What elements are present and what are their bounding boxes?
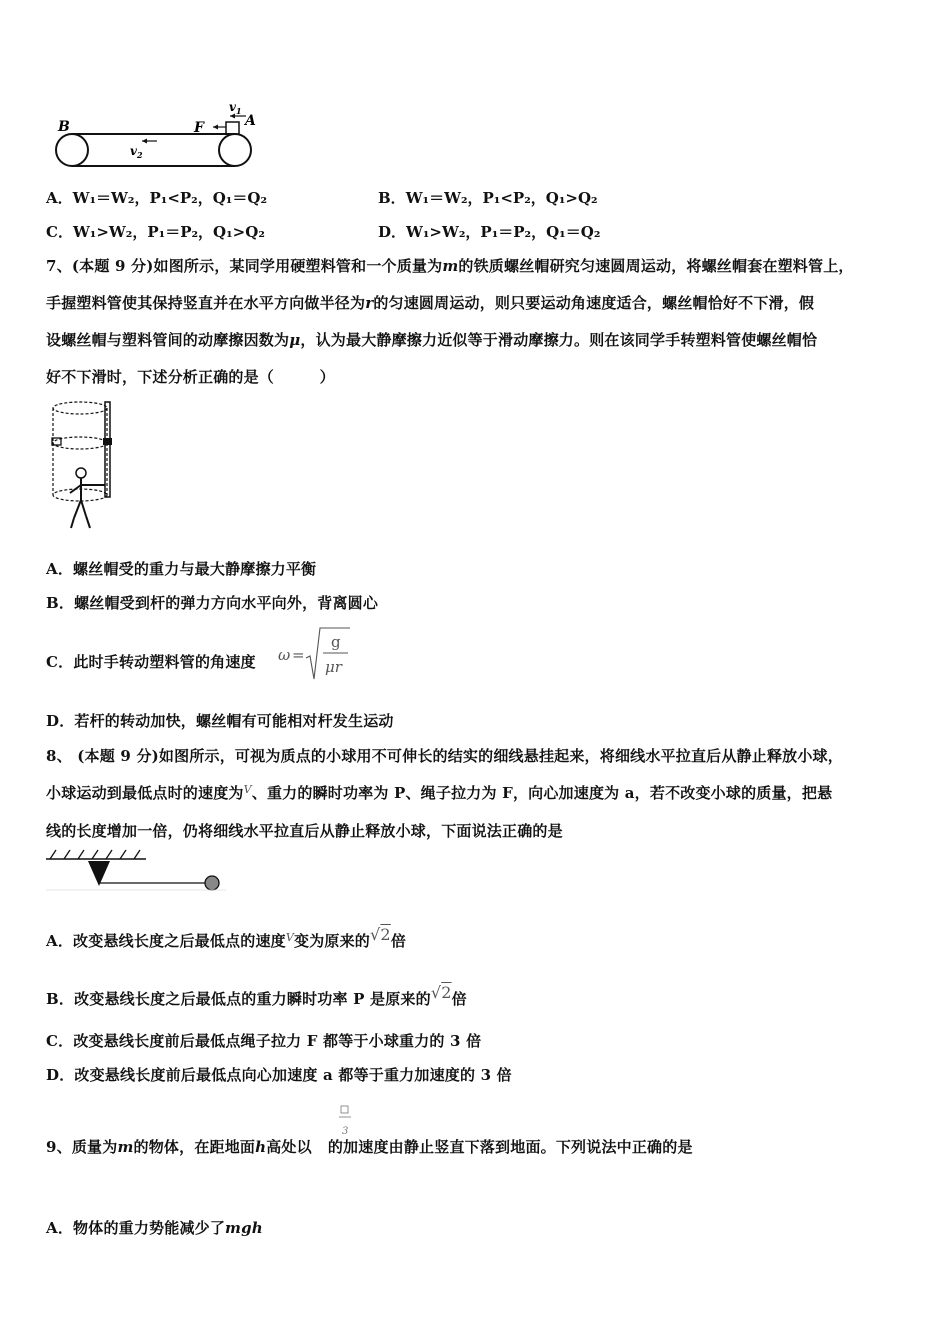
q6-option-A-text: W₁＝W₂，P₁<P₂，Q₁＝Q₂ (72, 189, 268, 207)
q6-option-C-letter: C． (46, 223, 73, 241)
label-B: B (58, 119, 70, 135)
q6-option-D-letter: D． (378, 223, 407, 241)
label-v2: v (130, 144, 137, 158)
label-A: A (245, 113, 256, 129)
q6-option-B[interactable] (378, 187, 598, 208)
q6-option-B-letter: B． (378, 189, 406, 207)
label-v1: v (229, 100, 236, 114)
svg-text:=: = (292, 646, 305, 664)
q8-option-D[interactable]: D．改变悬线长度前后最低点向心加速度 a 都等于重力加速度的 3 倍 (46, 1066, 512, 1084)
conveyor-belt-figure (50, 95, 260, 175)
q6-option-C-text: W₁>W₂，P₁＝P₂，Q₁>Q₂ (72, 223, 265, 241)
q7-stem-line4: 好不下滑时，下述分析正确的是（ ） (46, 368, 335, 386)
block-A (226, 122, 239, 134)
q7-option-A[interactable]: A．螺丝帽受的重力与最大静摩擦力平衡 (46, 560, 317, 578)
q7-option-B[interactable]: B．螺丝帽受到杆的弹力方向水平向外，背离圆心 (46, 594, 379, 612)
svg-text:μr: μr (325, 658, 342, 676)
left-pulley (56, 134, 88, 166)
q8-stem-line1: 8、 (本题 9 分)如图所示，可视为质点的小球用不可伸长的结实的细线悬挂起来，将细线水平拉直后从静止释放小球， (46, 747, 843, 765)
q7-stem-line1: 7、(本题 9 分)如图所示，某同学用硬塑料管和一个质量为m的铁质螺丝帽研究匀速圆周运动，将螺丝帽套在塑料管上， (46, 257, 854, 275)
q6-option-D-text: W₁>W₂，P₁＝P₂，Q₁＝Q₂ (406, 223, 601, 241)
q6-option-B-text: W₁＝W₂，P₁<P₂，Q₁>Q₂ (405, 189, 598, 207)
q8-stem-line2: 小球运动到最低点时的速度为$^V$、重力的瞬时功率为 P、绳子拉力为 F，向心加速度为 a，若不改变小球的质量，把悬 (46, 783, 833, 802)
svg-text:v2 (130, 144, 143, 160)
q6-option-C[interactable] (46, 221, 265, 242)
q8-option-A[interactable]: A．改变悬线长度之后最低点的速度$^V$变为原来的√2倍 (46, 925, 407, 950)
fraction-g-over-3 (336, 1104, 354, 1138)
omega-formula (276, 624, 356, 684)
q7-stem-line2: 手握塑料管使其保持竖直并在水平方向做半径为r的匀速圆周运动，则只要运动角速度适合，螺丝帽恰好不下滑，假 (46, 294, 815, 312)
svg-text:3: 3 (342, 1126, 349, 1137)
q7-option-D[interactable]: D．若杆的转动加快，螺丝帽有可能相对杆发生运动 (46, 712, 394, 730)
q7-option-C[interactable] (46, 651, 256, 672)
q6-option-A-letter: A． (46, 189, 73, 207)
pendulum-figure (46, 848, 226, 896)
q9-option-A[interactable]: A．物体的重力势能减少了mgh (46, 1219, 263, 1237)
q8-stem-line3: 线的长度增加一倍，仍将细线水平拉直后从静止释放小球，下面说法正确的是 (46, 822, 563, 840)
label-F: F (194, 120, 204, 136)
svg-text:v1 (229, 100, 242, 116)
q7-option-C-text: C．此时手转动塑料管的角速度 (46, 653, 256, 671)
label-v1-sub: 1 (235, 106, 242, 116)
label-v2-sub: 2 (136, 150, 143, 160)
q9-stem: 9、质量为m的物体，在距地面h高处以 的加速度由静止竖直下落到地面。下列说法中正确的是 (46, 1138, 693, 1156)
svg-text:ω: ω (278, 646, 291, 664)
q7-stem-line3: 设螺丝帽与塑料管间的动摩擦因数为μ，认为最大静摩擦力近似等于滑动摩擦力。则在该同学手转塑料管使螺丝帽恰 (46, 331, 818, 349)
q8-option-C[interactable]: C．改变悬线长度前后最低点绳子拉力 F 都等于小球重力的 3 倍 (46, 1032, 482, 1050)
small-ball (205, 876, 219, 890)
q8-option-B[interactable]: B．改变悬线长度之后最低点的重力瞬时功率 P 是原来的√2倍 (46, 983, 467, 1008)
right-pulley (219, 134, 251, 166)
q6-option-A[interactable] (46, 187, 267, 208)
q6-option-D[interactable] (378, 221, 600, 242)
rotating-tube-figure (50, 400, 120, 535)
svg-text:g: g (331, 633, 341, 651)
